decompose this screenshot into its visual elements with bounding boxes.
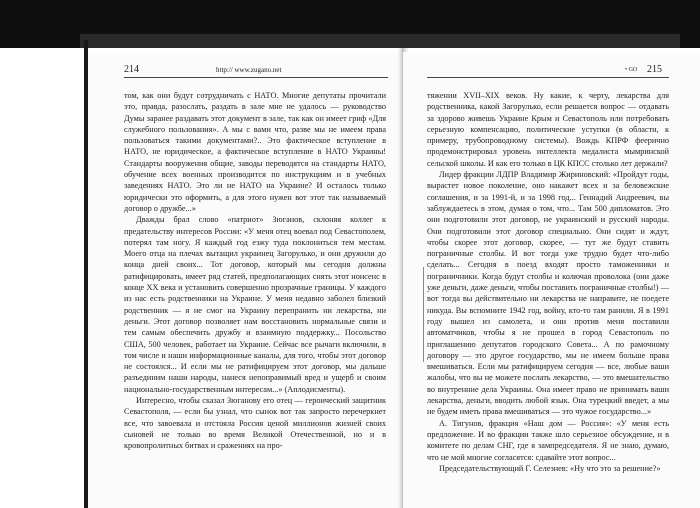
- header-rule-left: [124, 77, 388, 78]
- book-cover-edge: [80, 34, 680, 48]
- header-rule-right: [427, 77, 669, 78]
- right-page: [403, 52, 700, 508]
- left-page: [88, 52, 403, 508]
- header-url: http:// www.zugano.net: [216, 66, 282, 74]
- left-page-body: [124, 90, 386, 452]
- right-paragraph-2: Лидер фракции ЛДПР Владимир Жириновский: «Пройдут годы, вырастет новое поколение, оно накажет всех и за беловежские соглашения, и за 1991-й, и за 1998 год... Геннадий Андреевич, вы заблуждаетесь в этом, думая о том, что... Там 500 дипломатов. Это они подготовили этот договор, не украинский и русский народы. Они подготовили этот договор специально. Они сидят и ждут, чтобы скорее этот договор, скорее, — тут же будут ставить пограничные столбы. И вот тогда уже трудно будет что-либо сделать... Сегодня в поезд входят просто таможенники и пограничники. Когда будут столбы и колючая проволока (они даже уже деньги, даже деньги, чтобы поставить пограничные столбы!) — вот тогда вы действительно ни лекарства не направите, не поедете никуда. Вы вспомните 1942 год, войну, кто-то там ранили. Я в 1991 году вышел из самолета, и они против меня поставили автоматчиков, чтобы я не прошел в город Севастополь по приглашению депутатов городского Совета... А по рамочному договору — это другое государство, мы не имеем больше права вмешиваться. Если мы ратифицируем сегодня — все, любые ваши жалобы, что вы не можете послать лекарство, — это вмешательство во внутренние дела Украины. Она имеет право не принимать ваши лекарства, деньги, вводить любой язык. Она турецкий введет, а мы не будем иметь права вмешиваться — это чужое государство...»: [427, 170, 669, 417]
- scanner-background: [0, 0, 700, 48]
- left-paragraph-3: Интересно, чтобы сказал Зюганову его отец — героический защитник Севастополя, — если бы узнал, что сынок вот так запросто перечеркнет все, что завоевала и отстояла Россия ценой миллионов жизней своих сыновей не только во время Великой Отечественной, но и в кровопролитных битвах и сражениях на про-: [124, 396, 386, 451]
- right-page-body: [427, 90, 669, 474]
- right-paragraph-3: А. Тигунов, фракция «Наш дом — Россия»: «У меня есть предложение. И во фракции также шло серьезное обсуждение, и в комитете по делам СНГ, где я зампредседателя. Я не знаю, думаю, что не мой многие согласятся: сдавайте этот вопрос...: [427, 418, 669, 462]
- right-paragraph-4: Председательствующий Г. Селезнев: «Ну что это за решение?»: [439, 463, 661, 473]
- page-number-left: 214: [124, 64, 139, 75]
- margin-bracket-mark: [423, 267, 424, 362]
- scanner-margin: [0, 48, 84, 508]
- header-mark: • GO: [625, 67, 638, 73]
- page-number-right: 215: [647, 64, 662, 75]
- left-paragraph-2: Дважды брал слово «патриот» Зюганов, склоняя коллег к предательству интересов России: «У меня отец воевал под Севастополем, потерял там ногу. Я каждый год езжу туда поклониться тем местам. Моего отца на плечах вытащил украинец Загорулько, и они дружили до конца дней своих... Тот договор, который мы сегодня должны ратифицировать, имеет ряд статей, предполагающих снять этот нонсенс в конце XX века и установить совершенно прозрачные границы. У каждого из нас есть родственники на Украине. У меня недавно заболел близкий родственник — я не смог на Украину перепранить ни лекарства, ни деньги. Этот договор позволяет нам восстановить нормальные связи и тем самым обеспечить дружбу и взаимную поддержку... Посольство США, 500 человек, работает на Украине. Сейчас все рычаги включили, в том числе и наши информационные каналы, для того, чтобы этот договор не состоялся... И если мы не ратифицируем этот договор, мы дальше разъединим наши народы, нанеся непоправимый вред и ущерб и своим национально-государственным интересам...» (Аплодисменты).: [124, 215, 386, 394]
- right-paragraph-1: тяжении XVII–XIX веков. Ну какие, к черту, лекарства для родственника, какой Загорулько, если решается вопрос — отдавать за здорово живешь Украине Крым и Севастополь или потребовать серьезную компенсацию, политические уступки (в области, к примеру, трубопроводному системы). Вождь КПРФ феерично продемонстрировал уровень интеллекта медалиста мымринской сельской школы. И как его только в ЦК КПСС столько лет держали?: [427, 91, 669, 168]
- left-paragraph-1: том, как они будут сотрудничать с НАТО. Многие депутаты прочитали это, правда, разослать, раздать в зале мне не удалось — руководство Думы заранее раздавать этот документ в зале, так как он имеет гриф «Для служебного пользования». А мы с вами что, разве мы не имеем права пользоваться такими документами?.. Это фактическое вступление в НАТО, не юридическое, а фактическое вступление в НАТО Украины! Стандарты вооружения общие, заводы переводятся на стандарты НАТО, обучение всех военных производится по инструкциям и в учебных заведениях НАТО. Это ли не НАТО на Украине? И осталось только юридически это оформить, а для этого нужен вот этот так называемый договор о дружбе...»: [124, 91, 386, 213]
